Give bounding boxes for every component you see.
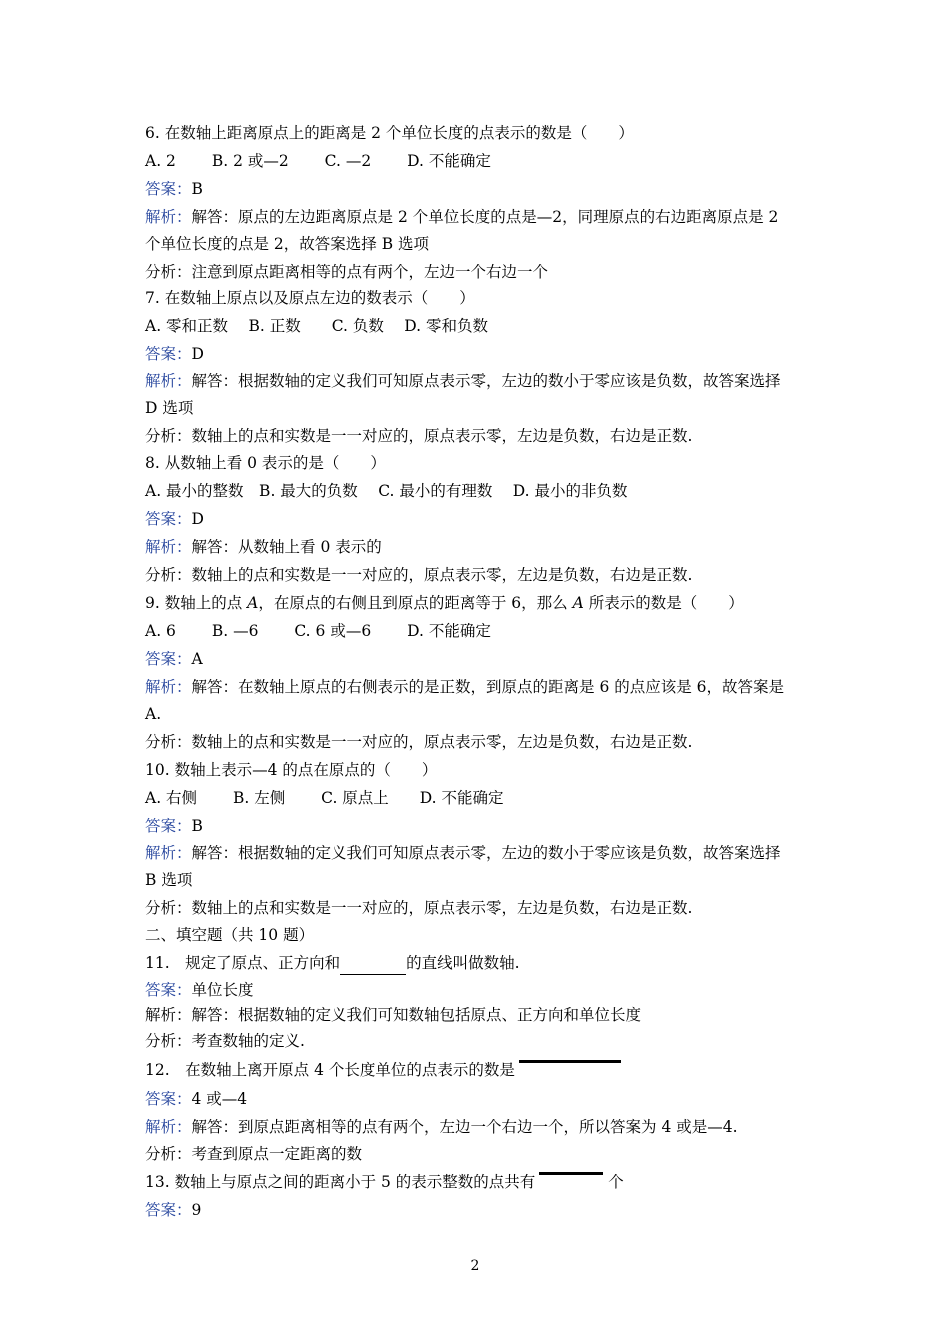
analysis-label: 解析：	[145, 208, 192, 226]
q7-answer	[145, 343, 204, 365]
q11-analysis	[145, 1004, 641, 1026]
q7-options: A. 零和正数 B. 正数 C. 负数 D. 零和负数	[145, 317, 489, 335]
q9-answer	[145, 648, 203, 670]
q9-options: A. 6 B. —6 C. 6 或—6 D. 不能确定	[145, 622, 491, 640]
stem-part: ，在原点的右侧且到原点的距离等于 6，那么	[258, 594, 573, 612]
q8-note: 分析：数轴上的点和实数是一一对应的，原点表示零，左边是负数，右边是正数.	[145, 566, 693, 584]
q13-answer	[145, 1199, 201, 1221]
q12-note: 分析：考查到原点一定距离的数	[145, 1145, 363, 1163]
q11-note: 分析：考查数轴的定义.	[145, 1032, 305, 1050]
q9-note: 分析：数轴上的点和实数是一一对应的，原点表示零，左边是负数，右边是正数.	[145, 733, 693, 751]
q8-answer	[145, 508, 204, 530]
q13-stem	[145, 1171, 624, 1193]
answer-label: 答案：	[145, 180, 192, 198]
answer-value: D	[191, 510, 204, 528]
q8-stem: 8. 从数轴上看 0 表示的是（ ）	[145, 454, 386, 472]
answer-value: B	[191, 180, 203, 198]
q8-options: A. 最小的整数 B. 最大的负数 C. 最小的有理数 D. 最小的非负数	[145, 482, 628, 500]
analysis-text: 解答：根据数轴的定义我们可知原点表示零，左边的数小于零应该是负数，故答案选择	[191, 844, 781, 862]
fill-blank	[539, 1172, 603, 1175]
answer-value: 4 或—4	[191, 1090, 248, 1108]
section-heading: 二、填空题（共 10 题）	[145, 926, 315, 944]
q12-analysis	[145, 1116, 738, 1138]
q11-stem	[145, 952, 520, 975]
q9-analysis	[145, 676, 784, 698]
answer-label: 答案：	[145, 345, 192, 363]
analysis-text: 解答：从数轴上看 0 表示的	[191, 538, 382, 556]
q10-stem: 10. 数轴上表示—4 的点在原点的（ ）	[145, 761, 438, 779]
q6-answer	[145, 178, 203, 200]
q6-note: 分析：注意到原点距离相等的点有两个，左边一个右边一个	[145, 263, 549, 281]
answer-value: D	[191, 345, 204, 363]
stem-part: 9. 数轴上的点	[145, 594, 248, 612]
answer-value: 9	[191, 1201, 202, 1219]
page-number: 2	[470, 1258, 480, 1274]
fill-blank	[340, 952, 406, 975]
answer-label: 答案：	[145, 510, 192, 528]
stem-part: 11. 规定了原点、正方向和	[145, 954, 341, 972]
q9-stem	[145, 592, 744, 614]
answer-label: 答案：	[145, 981, 192, 999]
stem-part: 个	[603, 1173, 624, 1191]
q7-analysis	[145, 370, 781, 392]
analysis-label: 解析：	[145, 844, 192, 862]
variable-a: A	[247, 594, 259, 612]
analysis-text: 解答：根据数轴的定义我们可知数轴包括原点、正方向和单位长度	[191, 1006, 642, 1024]
answer-label: 答案：	[145, 650, 192, 668]
q7-stem: 7. 在数轴上原点以及原点左边的数表示（ ）	[145, 289, 475, 307]
q10-options: A. 右侧 B. 左侧 C. 原点上 D. 不能确定	[145, 789, 504, 807]
answer-label: 答案：	[145, 1201, 192, 1219]
q11-answer	[145, 979, 254, 1001]
q10-analysis-cont: B 选项	[145, 871, 193, 889]
analysis-text: 解答：在数轴上原点的右侧表示的是正数，到原点的距离是 6 的点应该是 6，故答案是	[191, 678, 785, 696]
answer-label: 答案：	[145, 1090, 192, 1108]
q12-answer	[145, 1088, 247, 1110]
q10-analysis	[145, 842, 781, 864]
analysis-label: 解析：	[145, 372, 192, 390]
analysis-label: 解析：	[145, 678, 192, 696]
q6-analysis	[145, 206, 778, 228]
analysis-text: 解答：原点的左边距离原点是 2 个单位长度的点是—2，同理原点的右边距离原点是 2	[191, 208, 779, 226]
q7-note: 分析：数轴上的点和实数是一一对应的，原点表示零，左边是负数，右边是正数.	[145, 427, 693, 445]
q10-note: 分析：数轴上的点和实数是一一对应的，原点表示零，左边是负数，右边是正数.	[145, 899, 693, 917]
q10-answer	[145, 815, 203, 837]
q6-options: A. 2 B. 2 或—2 C. —2 D. 不能确定	[145, 152, 491, 170]
q7-analysis-cont: D 选项	[145, 399, 194, 417]
answer-label: 答案：	[145, 817, 192, 835]
q9-analysis-cont: A.	[145, 705, 162, 723]
analysis-label: 解析：	[145, 1118, 192, 1136]
stem-part: 13. 数轴上与原点之间的距离小于 5 的表示整数的点共有	[145, 1173, 536, 1191]
analysis-label: 解析：	[145, 1006, 192, 1024]
variable-a: A	[572, 594, 584, 612]
stem-part: 的直线叫做数轴.	[406, 954, 520, 972]
answer-value: 单位长度	[191, 981, 254, 999]
analysis-text: 解答：到原点距离相等的点有两个，左边一个右边一个，所以答案为 4 或是—4.	[191, 1118, 738, 1136]
stem-part: 所表示的数是（ ）	[583, 594, 744, 612]
q12-stem	[145, 1059, 621, 1081]
stem-part: 12. 在数轴上离开原点 4 个长度单位的点表示的数是	[145, 1061, 515, 1079]
q8-analysis	[145, 536, 382, 558]
answer-value: A	[191, 650, 203, 668]
answer-value: B	[191, 817, 203, 835]
q6-stem: 6. 在数轴上距离原点上的距离是 2 个单位长度的点表示的数是（ ）	[145, 124, 634, 142]
fill-blank	[519, 1060, 621, 1063]
analysis-text: 解答：根据数轴的定义我们可知原点表示零，左边的数小于零应该是负数，故答案选择	[191, 372, 781, 390]
analysis-label: 解析：	[145, 538, 192, 556]
q6-analysis-cont: 个单位长度的点是 2，故答案选择 B 选项	[145, 235, 430, 253]
